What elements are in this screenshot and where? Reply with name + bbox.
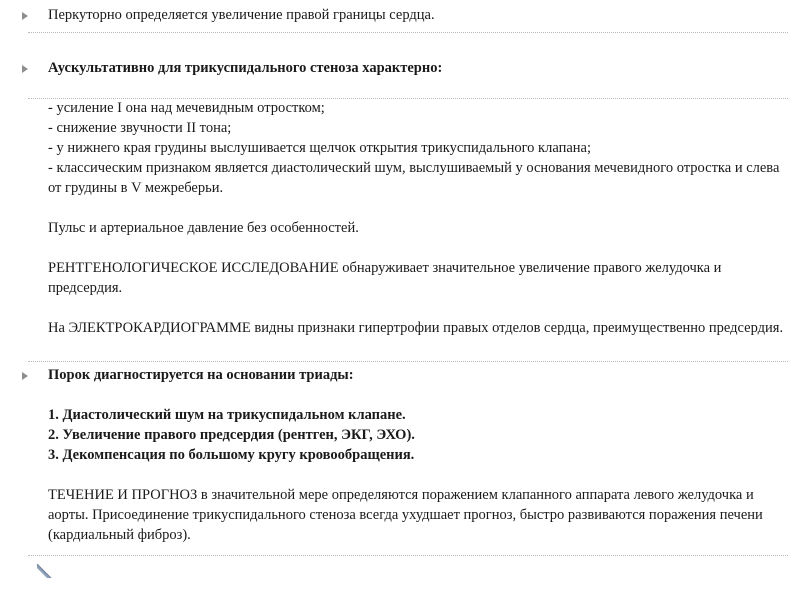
list-item [48, 365, 788, 545]
auscultation-line: - снижение звучности II тона; [48, 120, 232, 136]
percussion-text: Перкуторно определяется увеличение правой границы сердца. [48, 7, 435, 23]
pulse-text: Пульс и артериальное давление без особенностей. [48, 220, 359, 236]
divider [28, 361, 788, 362]
triad-line: 3. Декомпенсация по большому кругу кровообращения. [48, 447, 415, 463]
auscultation-line: - классическим признаком является диастолический шум, выслушиваемый у основания мечевидного отростка и слева от грудины в V межреберьи. [48, 160, 780, 196]
triad-line: 1. Диастолический шум на трикуспидальном клапане. [48, 407, 406, 423]
ecg-text: На ЭЛЕКТРОКАРДИОГРАММЕ видны признаки гипертрофии правых отделов сердца, преимущественно предсердия. [48, 320, 784, 336]
list-item [48, 5, 788, 25]
navigation-arrow-icon[interactable] [36, 563, 52, 579]
auscultation-heading: Аускультативно для трикуспидального стеноза характерно: [48, 60, 443, 76]
divider [28, 555, 788, 556]
list-item [48, 58, 788, 338]
prognosis-text: ТЕЧЕНИЕ И ПРОГНОЗ в значительной мере определяются поражением клапанного аппарата левого желудочка и аорты. Присоединение трикуспидального стеноза всегда ухудшает прогноз, быстро развиваются поражения печени (кардиальный фиброз). [48, 487, 763, 543]
triad-line: 2. Увеличение правого предсердия (рентген, ЭКГ, ЭХО). [48, 427, 415, 443]
divider [28, 98, 788, 99]
auscultation-line: - у нижнего края грудины выслушивается щелчок открытия трикуспидального клапана; [48, 140, 592, 156]
triad-heading: Порок диагностируется на основании триады: [48, 367, 354, 383]
auscultation-line: - усиление I она над мечевидным отростком; [48, 100, 325, 116]
xray-text: РЕНТГЕНОЛОГИЧЕСКОЕ ИССЛЕДОВАНИЕ обнаруживает значительное увеличение правого желудочка и предсердия. [48, 260, 722, 296]
triangle-bullet-icon [22, 12, 28, 20]
divider [28, 32, 788, 33]
triangle-bullet-icon [22, 372, 28, 380]
triangle-bullet-icon [22, 65, 28, 73]
